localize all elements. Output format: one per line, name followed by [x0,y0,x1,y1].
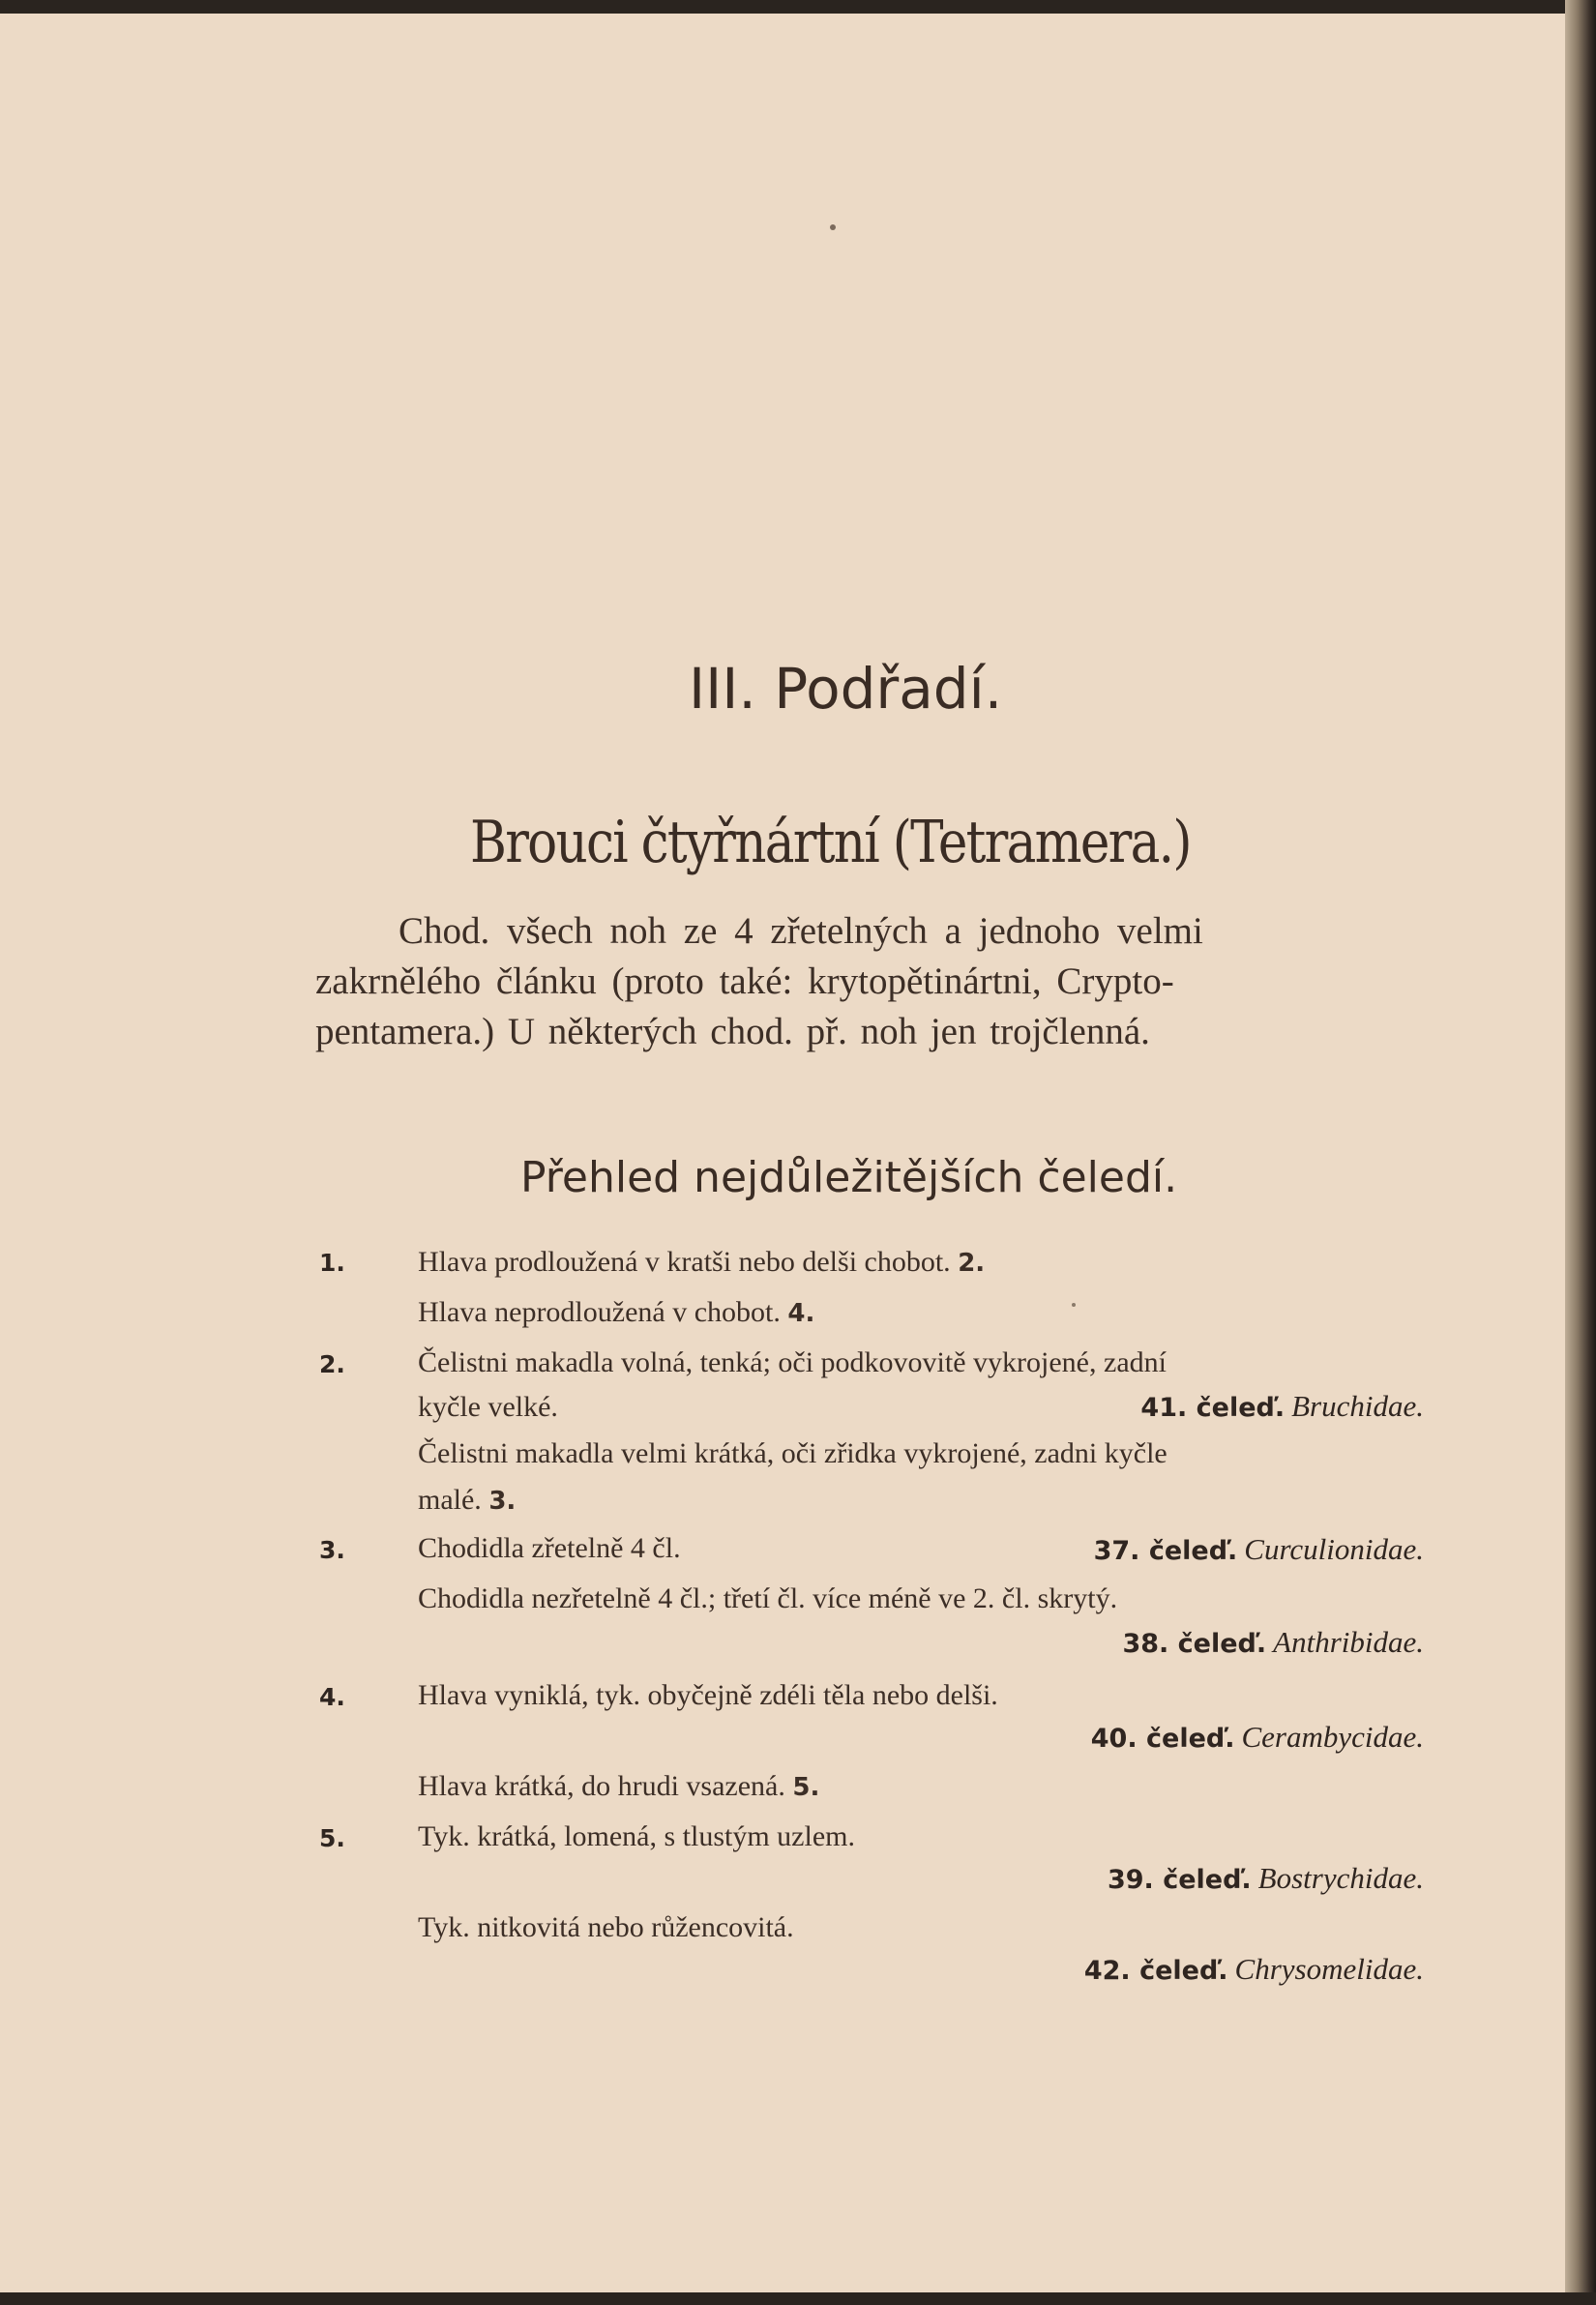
intro-line: pentamera.) U některých chod. př. noh jen trojčlenná. [315,1011,1150,1052]
key-line: Chodidla zřetelně 4 čl. [418,1532,681,1564]
key-line [418,1484,516,1517]
key-line: Čelistni makadla velmi krátká, oči zřidka vykrojené, zadni kyčle [418,1437,1167,1469]
family-label [1094,1532,1424,1567]
key-reference: 4. [787,1299,815,1328]
key-reference: 3. [488,1487,517,1516]
family-label [1122,1625,1424,1660]
section-heading: III. Podřadí. [689,656,1003,722]
family-number: 37. čeleď. [1093,1536,1238,1566]
chapter-title: Brouci čtyřnártní (Tetramera.) [470,809,1191,876]
family-name: Cerambycidae. [1241,1720,1424,1754]
family-number: 39. čeleď. [1107,1865,1252,1895]
ink-speck [830,224,836,230]
key-reference: 2. [958,1249,986,1278]
family-name: Bostrychidae. [1257,1861,1424,1895]
key-line: kyčle velké. [418,1391,558,1423]
key-number: 4. [319,1683,345,1711]
key-number: 1. [319,1249,345,1277]
family-number: 40. čeleď. [1090,1724,1235,1754]
family-label [1091,1720,1424,1755]
key-text: Hlava neprodloužená v chobot. [418,1296,781,1328]
book-spine-shadow [1565,0,1596,2305]
family-name: Anthribidae. [1273,1625,1424,1659]
page-bottom-edge [0,2292,1596,2305]
key-number: 3. [319,1536,345,1564]
family-number: 42. čeleď. [1083,1956,1228,1986]
family-name: Bruchidae. [1291,1389,1424,1423]
family-number: 38. čeleď. [1122,1629,1267,1659]
family-name: Chrysomelidae. [1234,1952,1424,1986]
family-label [1140,1389,1424,1424]
overview-title: Přehled nejdůležitějších čeledí. [520,1153,1178,1202]
family-number: 41. čeleď. [1140,1393,1286,1423]
family-label [1108,1861,1424,1896]
family-name: Curculionidae. [1244,1532,1424,1566]
page-top-edge [0,0,1596,14]
key-line [418,1770,819,1803]
key-line: Hlava vyniklá, tyk. obyčejně zdéli těla nebo delši. [418,1679,998,1711]
key-line [418,1246,985,1279]
family-label [1084,1952,1424,1987]
intro-line: Chod. všech noh ze 4 zřetelných a jednoho velmi [399,910,1203,952]
key-line: Chodidla nezřetelně 4 čl.; třetí čl. více méně ve 2. čl. skrytý. [418,1582,1118,1614]
key-line: Tyk. krátká, lomená, s tlustým uzlem. [418,1820,855,1852]
key-text: Hlava prodloužená v kratši nebo delši chobot. [418,1246,951,1278]
key-text: Hlava krátká, do hrudi vsazená. [418,1770,785,1802]
key-number: 5. [319,1824,345,1852]
key-line: Tyk. nitkovitá nebo růžencovitá. [418,1911,794,1943]
ink-speck [1072,1303,1076,1307]
key-line [418,1296,814,1329]
key-number: 2. [319,1350,345,1378]
key-line: Čelistni makadla volná, tenká; oči podkovovitě vykrojené, zadní [418,1346,1167,1378]
key-text: malé. [418,1484,482,1516]
key-reference: 5. [792,1773,820,1802]
intro-line: zakrnělého článku (proto také: krytopětinártni, Crypto- [315,960,1174,1002]
